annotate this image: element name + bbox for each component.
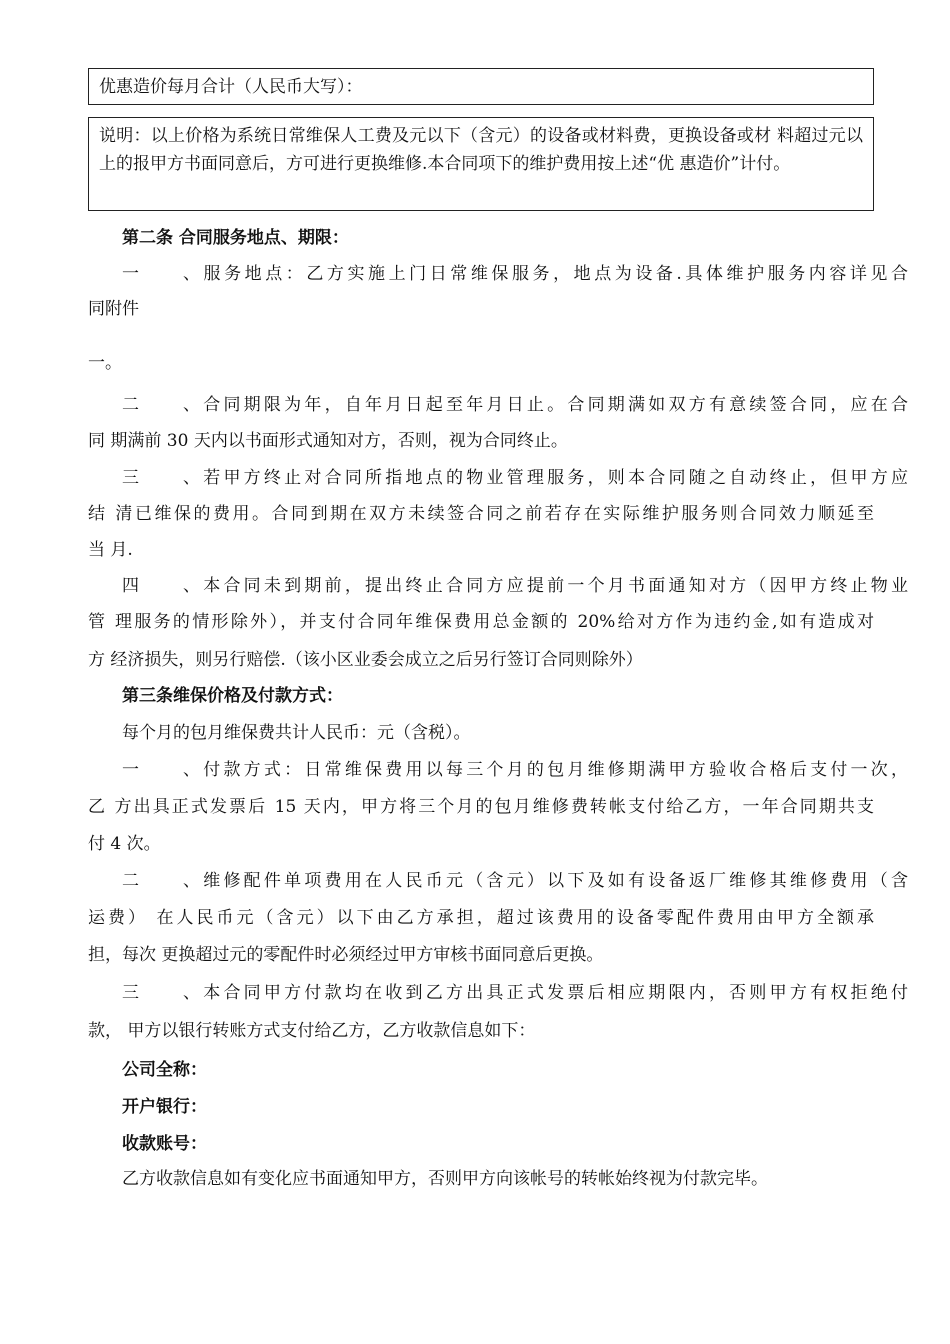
article2-item2-number: 二、 — [122, 395, 200, 415]
article3-item2-line3: 担，每次 更换超过元的零配件时必须经过甲方审核书面同意后更换。 — [88, 945, 604, 965]
company-name-label: 公司全称： — [122, 1060, 207, 1080]
article2-item1-number: 一、 — [122, 264, 200, 284]
article2-item4-line1 — [88, 574, 908, 598]
article3-item3-number: 三、 — [122, 983, 200, 1003]
article2-item4-line2: 管 理服务的情形除外），并支付合同年维保费用总金额的 20%给对方作为违约金,如有造成对 — [88, 612, 874, 632]
article3-heading: 第三条维保价格及付款方式： — [122, 686, 343, 706]
article3-item1-number: 一、 — [122, 760, 200, 780]
article3-item2-text: 维修配件单项费用在人民币元（含元）以下及如有设备返厂维修其维修费用（含 — [200, 871, 908, 891]
article2-item3-line1 — [88, 466, 908, 490]
article2-heading: 第二条 合同服务地点、期限： — [122, 228, 349, 248]
payment-change-notice: 乙方收款信息如有变化应书面通知甲方，否则甲方向该帐号的转帐始终视为付款完毕。 — [122, 1169, 768, 1189]
price-total-box — [88, 68, 874, 105]
article3-item2-line1 — [88, 869, 908, 893]
article3-item3-line2: 款， 甲方以银行转账方式支付给乙方，乙方收款信息如下： — [88, 1021, 536, 1041]
article2-item1-text: 服务地点：乙方实施上门日常维保服务，地点为设备.具体维护服务内容详见合 — [200, 264, 908, 284]
article2-item3-text: 若甲方终止对合同所指地点的物业管理服务，则本合同随之自动终止，但甲方应 — [200, 468, 908, 488]
article2-item1-line3: 一。 — [88, 353, 122, 373]
article3-item1-line1 — [88, 758, 908, 782]
article2-item4-number: 四、 — [122, 576, 200, 596]
article2-item1-line2: 同附件 — [88, 299, 139, 319]
article2-item2-line2: 同 期满前 30 天内以书面形式通知对方，否则，视为合同终止。 — [88, 431, 568, 451]
article3-monthly-fee: 每个月的包月维保费共计人民币：元（含税）。 — [122, 723, 471, 743]
article3-item2-line2: 运费） 在人民币元（含元）以下由乙方承担，超过该费用的设备零配件费用由甲方全额承 — [88, 908, 874, 928]
article2-item4-text: 本合同未到期前，提出终止合同方应提前一个月书面通知对方（因甲方终止物业 — [200, 576, 908, 596]
article3-item1-line3: 付 4 次。 — [88, 834, 161, 854]
bank-label: 开户银行： — [122, 1097, 207, 1117]
article2-item3-line2: 结 清已维保的费用。合同到期在双方未续签合同之前若存在实际维护服务则合同效力顺延至 — [88, 504, 874, 524]
article3-item1-line2: 乙 方出具正式发票后 15 天内，甲方将三个月的包月维修费转帐支付给乙方，一年合同期共支 — [88, 797, 874, 817]
article2-item2-line1 — [88, 393, 908, 417]
article2-item3-line3: 当 月. — [88, 540, 133, 560]
article3-item2-number: 二、 — [122, 871, 200, 891]
price-note-box — [88, 117, 874, 211]
article2-item2-text: 合同期限为年，自年月日起至年月日止。合同期满如双方有意续签合同，应在合 — [200, 395, 908, 415]
article3-item1-text: 付款方式：日常维保费用以每三个月的包月维修期满甲方验收合格后支付一次， — [200, 760, 908, 780]
article2-item1-line1 — [88, 262, 908, 286]
price-total-label: 优惠造价每月合计（人民币大写）： — [99, 77, 363, 97]
article2-item3-number: 三、 — [122, 468, 200, 488]
article3-item3-line1 — [88, 981, 908, 1005]
article2-item4-line3: 方 经济损失，则另行赔偿.（该小区业委会成立之后另行签订合同则除外） — [88, 650, 643, 670]
account-label: 收款账号： — [122, 1134, 207, 1154]
price-note-text: 说明：以上价格为系统日常维保人工费及元以下（含元）的设备或材料费，更换设备或材 料超过元以上的报甲方书面同意后，方可进行更换维修.本合同项下的维护费用按上述“优 惠造价”计付。 — [99, 126, 863, 174]
article3-item3-text: 本合同甲方付款均在收到乙方出具正式发票后相应期限内，否则甲方有权拒绝付 — [200, 983, 908, 1003]
